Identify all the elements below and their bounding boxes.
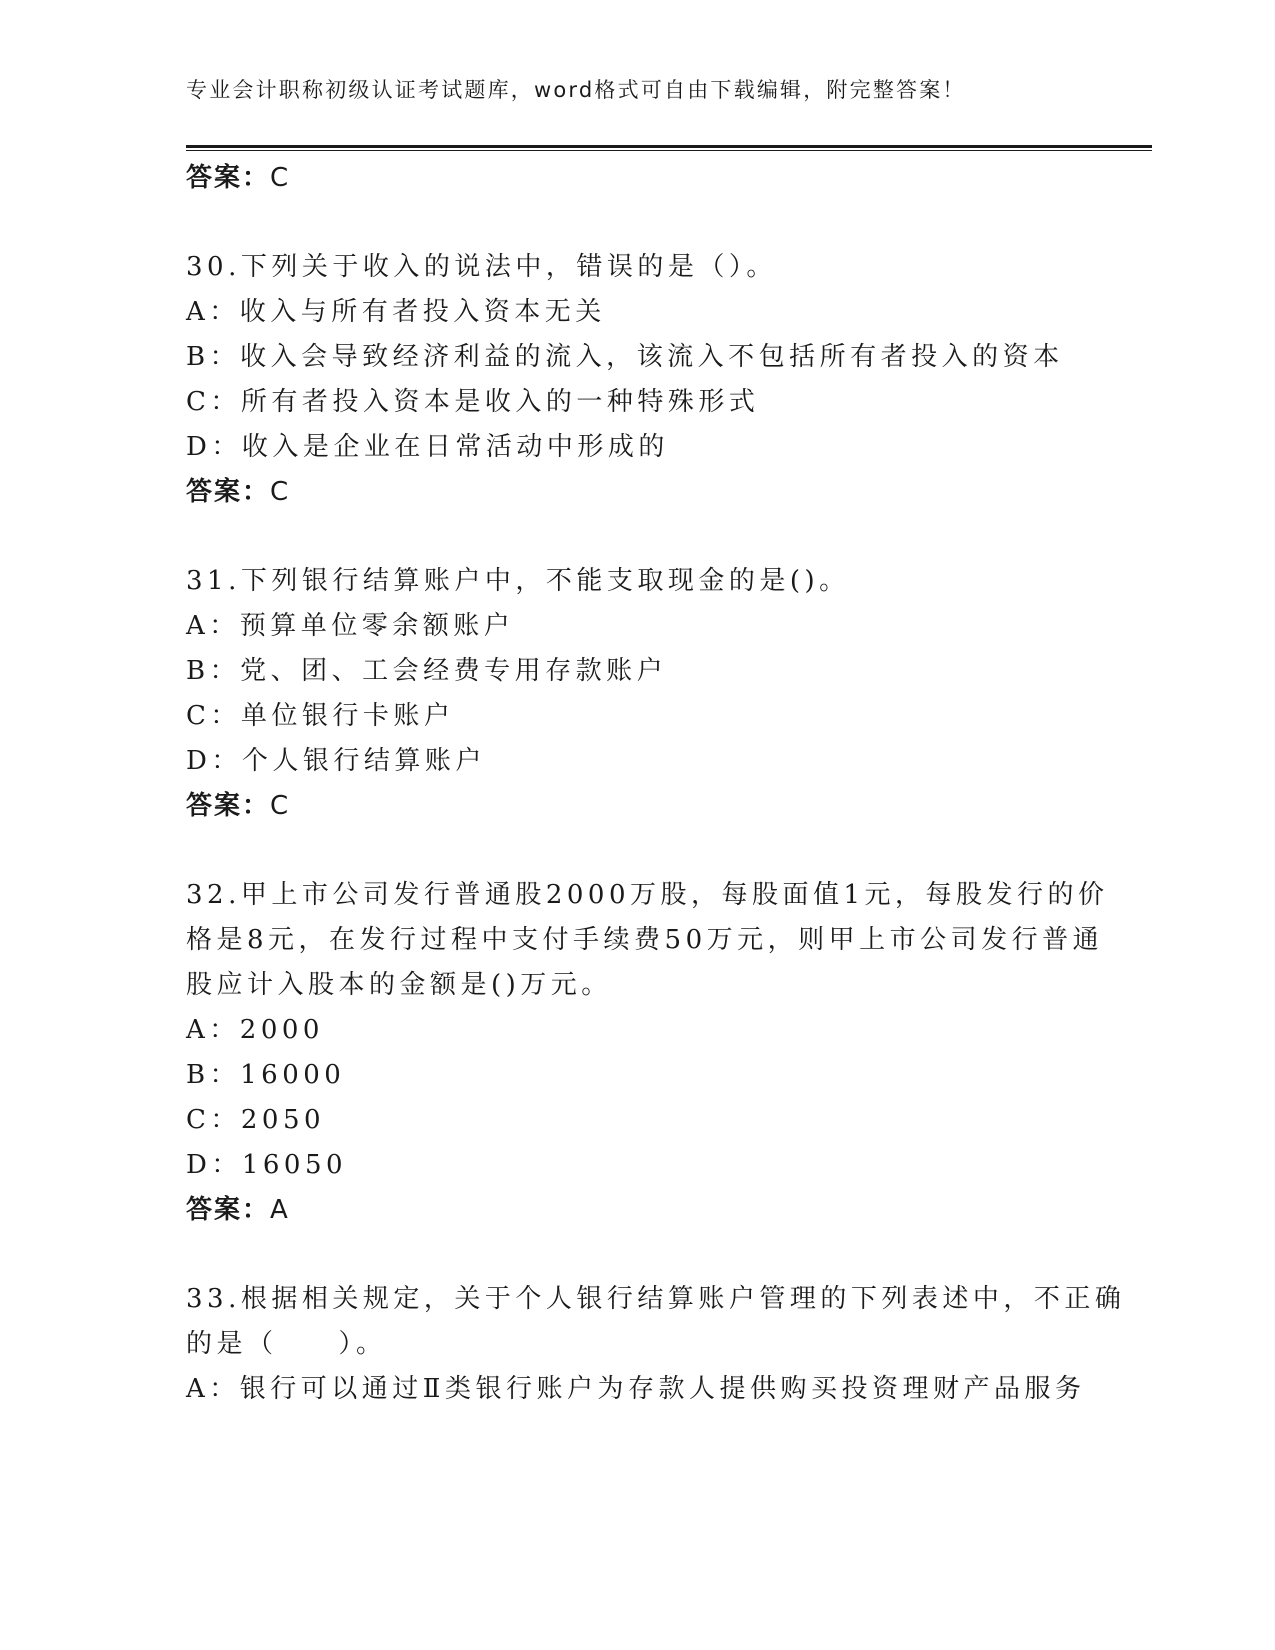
option-b: B：16000 — [186, 1060, 346, 1090]
option-a: A：收入与所有者投入资本无关 — [186, 297, 606, 327]
option-a: A：预算单位零余额账户 — [186, 611, 515, 641]
question-list — [186, 156, 1126, 1412]
question-text-line-1: 33.根据相关规定，关于个人银行结算账户管理的下列表述中，不正确 — [186, 1284, 1126, 1314]
answer-value: A — [270, 1195, 290, 1225]
question-31 — [186, 559, 1086, 829]
spacer — [186, 515, 1086, 559]
answer-value: C — [270, 163, 291, 193]
answer-label: 答案： — [186, 477, 271, 507]
answer-line — [186, 156, 1086, 201]
question-32 — [186, 873, 1109, 1233]
option-a: A：2000 — [186, 1015, 324, 1045]
question-text: 31.下列银行结算账户中，不能支取现金的是()。 — [186, 566, 850, 596]
answer-line — [186, 784, 1086, 829]
question-text-line-2: 的是（ ）。 — [186, 1329, 387, 1359]
question-text-line-2: 格是8元，在发行过程中支付手续费50万元，则甲上市公司发行普通 — [186, 925, 1104, 955]
option-c: C：所有者投入资本是收入的一种特殊形式 — [186, 387, 760, 417]
answer-label: 答案： — [186, 791, 271, 821]
question-text-line-1: 32.甲上市公司发行普通股2000万股，每股面值1元，每股发行的价 — [186, 880, 1109, 910]
question-30 — [186, 245, 1086, 515]
answer-value: C — [270, 791, 291, 821]
page-header: 专业会计职称初级认证考试题库，word格式可自由下载编辑，附完整答案！ — [186, 78, 966, 102]
header-rule-thick — [186, 145, 1152, 148]
spacer — [186, 201, 1086, 245]
option-c: C：单位银行卡账户 — [186, 701, 455, 731]
question-text-line-3: 股应计入股本的金额是()万元。 — [186, 970, 612, 1000]
question-33 — [186, 1277, 1126, 1412]
answer-line — [186, 1188, 1086, 1233]
answer-label: 答案： — [186, 163, 271, 193]
answer-line — [186, 470, 1086, 515]
spacer — [186, 829, 1086, 873]
option-b: B：收入会导致经济利益的流入，该流入不包括所有者投入的资本 — [186, 342, 1064, 372]
header-rule-thin — [186, 150, 1152, 151]
question-text: 30.下列关于收入的说法中，错误的是（）。 — [186, 252, 777, 282]
answer-value: C — [270, 477, 291, 507]
option-d: D：16050 — [186, 1150, 348, 1180]
option-a: A：银行可以通过Ⅱ类银行账户为存款人提供购买投资理财产品服务 — [186, 1374, 1086, 1404]
option-c: C：2050 — [186, 1105, 326, 1135]
option-b: B：党、团、工会经费专用存款账户 — [186, 656, 668, 686]
option-d: D：个人银行结算账户 — [186, 746, 486, 776]
option-d: D：收入是企业在日常活动中形成的 — [186, 432, 669, 462]
answer-label: 答案： — [186, 1195, 271, 1225]
spacer — [186, 1233, 1086, 1277]
